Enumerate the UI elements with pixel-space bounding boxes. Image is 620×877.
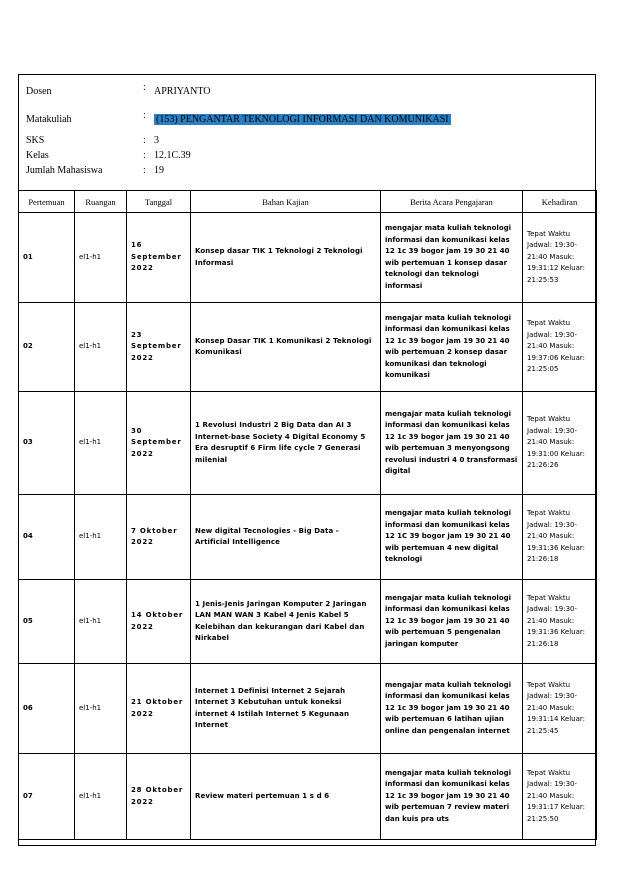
table-row (19, 664, 597, 754)
table-row (19, 213, 597, 303)
row-kehadiran: Tepat Waktu Jadwal: 19:30-21:40 Masuk: 19:31:36 Keluar: 21:26:18 (523, 580, 597, 664)
row-ruangan: el1-h1 (75, 213, 127, 303)
row-bahan-kajian: 1 Revolusi Industri 2 Big Data dan AI 3 Internet-base Society 4 Digital Economy 5 Era desruptif 6 Firm life cycle 7 Generasi milenial (191, 392, 381, 495)
row-tanggal: 23 September 2022 (127, 303, 191, 392)
header-pertemuan: Pertemuan (19, 191, 75, 213)
row-tanggal: 16 September 2022 (127, 213, 191, 303)
row-ruangan: el1-h1 (75, 580, 127, 664)
row-berita-acara: mengajar mata kuliah teknologi informasi dan komunikasi kelas 12 1c 39 bogor jam 19 30 21 40 wib pertemuan 2 konsep dasar komunikasi dan teknologi komunikasi (381, 303, 523, 392)
row-number: 02 (19, 303, 75, 392)
row-kehadiran: Tepat Waktu Jadwal: 19:30-21:40 Masuk: 19:31:12 Keluar: 21:25:53 (523, 213, 597, 303)
row-ruangan: el1-h1 (75, 664, 127, 754)
row-bahan-kajian: Review materi pertemuan 1 s d 6 (191, 754, 381, 840)
header-tanggal: Tanggal (127, 191, 191, 213)
jumlah-label: Jumlah Mahasiswa (26, 165, 103, 176)
colon: : (143, 135, 146, 146)
row-number: 07 (19, 754, 75, 840)
row-number: 06 (19, 664, 75, 754)
matakuliah-label: Matakuliah (26, 114, 72, 125)
row-kehadiran: Tepat Waktu Jadwal: 19:30-21:40 Masuk: 19:37:06 Keluar: 21:25:05 (523, 303, 597, 392)
table-row (19, 303, 597, 392)
row-tanggal: 7 Oktober 2022 (127, 495, 191, 580)
jumlah-value: 19 (154, 165, 164, 176)
table-row (19, 580, 597, 664)
row-berita-acara: mengajar mata kuliah teknologi informasi dan komunikasi kelas 12 1c 39 bogor jam 19 30 21 40 wib pertemuan 3 menyongsong revolusi industri 4 0 transformasi digital (381, 392, 523, 495)
row-berita-acara: mengajar mata kuliah teknologi informasi dan komunikasi kelas 12 1c 39 bogor jam 19 30 21 40 wib pertemuan 7 review materi dan kuis pra uts (381, 754, 523, 840)
row-ruangan: el1-h1 (75, 754, 127, 840)
row-kehadiran: Tepat Waktu Jadwal: 19:30-21:40 Masuk: 19:31:36 Keluar: 21:26:18 (523, 495, 597, 580)
kelas-label: Kelas (26, 150, 49, 161)
table-header-row (19, 191, 597, 213)
course-info-section (19, 75, 595, 191)
row-tanggal: 30 September 2022 (127, 392, 191, 495)
row-berita-acara: mengajar mata kuliah teknologi informasi dan komunikasi kelas 12 1C 39 bogor jam 19 30 21 40 wib pertemuan 4 new digital teknologi (381, 495, 523, 580)
row-number: 03 (19, 392, 75, 495)
row-berita-acara: mengajar mata kuliah teknologi informasi dan komunikasi kelas 12 1c 39 bogor jam 19 30 21 40 wib pertemuan 5 pengenalan jaringan komputer (381, 580, 523, 664)
colon: : (143, 150, 146, 161)
dosen-value: APRIYANTO (154, 86, 211, 97)
row-berita-acara: mengajar mata kuliah teknologi informasi dan komunikasi kelas 12 1c 39 bogor jam 19 30 21 40 wib pertemuan 1 konsep dasar teknologi dan teknologi informasi (381, 213, 523, 303)
row-kehadiran: Tepat Waktu Jadwal: 19:30-21:40 Masuk: 19:31:00 Keluar: 21:26:26 (523, 392, 597, 495)
dosen-label: Dosen (26, 86, 52, 97)
row-number: 04 (19, 495, 75, 580)
row-kehadiran: Tepat Waktu Jadwal: 19:30-21:40 Masuk: 19:31:17 Keluar: 21:25:50 (523, 754, 597, 840)
row-kehadiran: Tepat Waktu Jadwal: 19:30-21:40 Masuk: 19:31:14 Keluar: 21:25:45 (523, 664, 597, 754)
table-row (19, 495, 597, 580)
row-ruangan: el1-h1 (75, 392, 127, 495)
row-ruangan: el1-h1 (75, 495, 127, 580)
row-bahan-kajian: Konsep dasar TIK 1 Teknologi 2 Teknologi Informasi (191, 213, 381, 303)
row-tanggal: 28 Oktober 2022 (127, 754, 191, 840)
colon: : (143, 110, 146, 121)
header-berita-acara: Berita Acara Pengajaran (381, 191, 523, 213)
row-bahan-kajian: 1 Jenis-Jenis Jaringan Komputer 2 Jaringan LAN MAN WAN 3 Kabel 4 Jenis Kabel 5 Kelebihan dan kekurangan dari Kabel dan Nirkabel (191, 580, 381, 664)
row-number: 01 (19, 213, 75, 303)
row-bahan-kajian: Internet 1 Definisi Internet 2 Sejarah Internet 3 Kebutuhan untuk koneksi internet 4 Istilah Internet 5 Kegunaan Internet (191, 664, 381, 754)
row-number: 05 (19, 580, 75, 664)
matakuliah-value (154, 113, 451, 127)
sks-value: 3 (154, 135, 159, 146)
kelas-value: 12.1C.39 (154, 150, 191, 161)
schedule-table (18, 190, 597, 840)
header-kehadiran: Kehadiran (523, 191, 597, 213)
row-bahan-kajian: Konsep Dasar TIK 1 Komunikasi 2 Teknologi Komunikasi (191, 303, 381, 392)
colon: : (143, 165, 146, 176)
attendance-document (18, 74, 596, 846)
row-ruangan: el1-h1 (75, 303, 127, 392)
row-berita-acara: mengajar mata kuliah teknologi informasi dan komunikasi kelas 12 1c 39 bogor jam 19 30 21 40 wib pertemuan 6 latihan ujian online dan pengenalan internet (381, 664, 523, 754)
matakuliah-highlight: (153) PENGANTAR TEKNOLOGI INFORMASI DAN KOMUNIKASI (156, 114, 449, 125)
header-ruangan: Ruangan (75, 191, 127, 213)
row-tanggal: 21 Oktober 2022 (127, 664, 191, 754)
table-row (19, 392, 597, 495)
row-tanggal: 14 Oktober 2022 (127, 580, 191, 664)
row-bahan-kajian: New digital Tecnologies - Big Data - Artificial Intelligence (191, 495, 381, 580)
sks-label: SKS (26, 135, 45, 146)
header-bahan-kajian: Bahan Kajian (191, 191, 381, 213)
colon: : (143, 82, 146, 93)
table-row (19, 754, 597, 840)
